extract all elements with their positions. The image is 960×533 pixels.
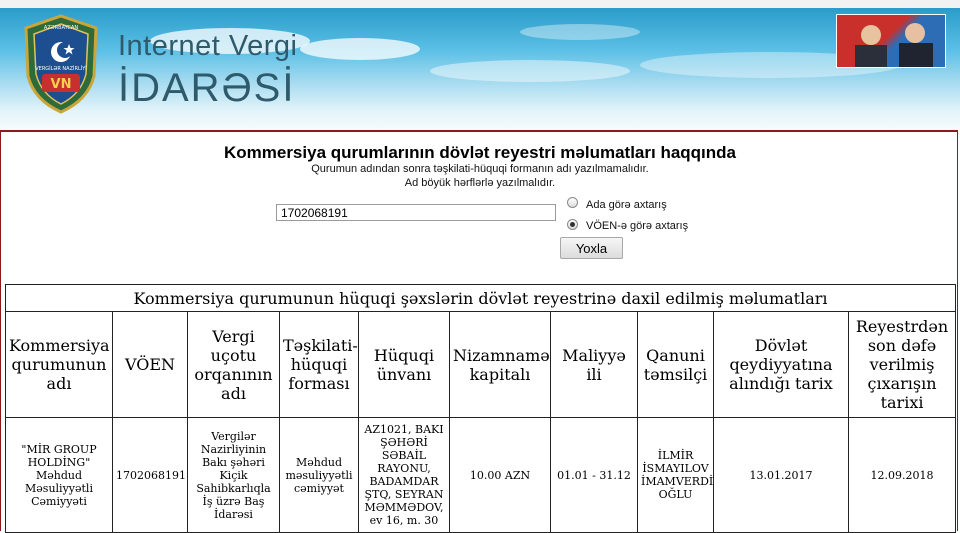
cloud-decoration <box>520 24 640 40</box>
cell-legal-representative: İLMİR İSMAYILOV İMAMVERDİ OĞLU <box>638 418 714 533</box>
column-header: VÖEN <box>113 312 188 418</box>
top-strip <box>0 0 960 8</box>
search-note: Ad böyük hərflərlə yazılmalıdır. <box>404 177 556 189</box>
table-row <box>6 418 956 533</box>
cell-last-extract-date: 12.09.2018 <box>849 418 956 533</box>
results-table <box>5 284 956 533</box>
search-input[interactable] <box>276 204 556 221</box>
cell-capital: 10.00 AZN <box>450 418 551 533</box>
page-title: Kommersiya qurumlarının dövlət reyestri məlumatları haqqında <box>223 143 737 162</box>
radio-search-by-name[interactable] <box>567 197 578 208</box>
site-title-line2: İDARƏSİ <box>118 66 296 110</box>
table-caption: Kommersiya qurumunun hüquqi şəxslərin dövlət reyestrinə daxil edilmiş məlumatları <box>6 285 956 312</box>
svg-text:AZƏRBAYCAN: AZƏRBAYCAN <box>43 25 79 31</box>
cell-tax-authority: Vergilər Nazirliyinin Bakı şəhəri Kiçik Sahibkarlıqla İş üzrə Baş İdarəsi <box>188 418 280 533</box>
column-header: Reyestrdən son dəfə verilmiş çıxarışın tarixi <box>849 312 956 418</box>
column-header: Kommersiya qurumunun adı <box>6 312 113 418</box>
column-header: Dövlət qeydiyyatına alındığı tarix <box>714 312 849 418</box>
ministry-emblem-icon <box>22 14 100 114</box>
check-button[interactable]: Yoxla <box>560 237 623 259</box>
column-header: Nizamnamə kapitalı <box>450 312 551 418</box>
cell-company-name: "MİR GROUP HOLDİNG" Məhdud Məsuliyyətli Cəmiyyəti <box>6 418 113 533</box>
cell-voen: 1702068191 <box>113 418 188 533</box>
portrait-image-icon <box>837 15 945 67</box>
radio-search-by-voen-label: VÖEN-ə görə axtarış <box>586 220 689 232</box>
column-header: Təşkilati-hüquqi forması <box>280 312 359 418</box>
column-header: Vergi uçotu orqanının adı <box>188 312 280 418</box>
column-header: Qanuni təmsilçi <box>638 312 714 418</box>
site-header-banner <box>0 8 960 130</box>
cell-legal-address: AZ1021, BAKI ŞƏHƏRİ SƏBAİL RAYONU, BADAMDAR ŞTQ, SEYRAN MƏMMƏDOV, ev 16, m. 30 <box>359 418 450 533</box>
svg-text:VN: VN <box>50 77 72 92</box>
radio-search-by-voen[interactable] <box>567 219 578 230</box>
site-title-line1: Internet Vergi <box>118 30 298 62</box>
column-header: Maliyyə ili <box>551 312 638 418</box>
cell-fiscal-year: 01.01 - 31.12 <box>551 418 638 533</box>
leaders-photo <box>836 14 946 68</box>
svg-text:VERGİLƏR NAZİRLİYİ: VERGİLƏR NAZİRLİYİ <box>35 66 87 72</box>
radio-search-by-name-label: Ada görə axtarış <box>586 199 667 211</box>
column-header: Hüquqi ünvanı <box>359 312 450 418</box>
table-header-row <box>6 312 956 418</box>
cloud-decoration <box>300 38 420 60</box>
cell-registration-date: 13.01.2017 <box>714 418 849 533</box>
search-note: Qurumun adından sonra təşkilati-hüquqi formanın adı yazılmamalıdır. <box>311 163 649 175</box>
cell-legal-form: Məhdud məsuliyyətli cəmiyyət <box>280 418 359 533</box>
cloud-decoration <box>430 60 630 82</box>
